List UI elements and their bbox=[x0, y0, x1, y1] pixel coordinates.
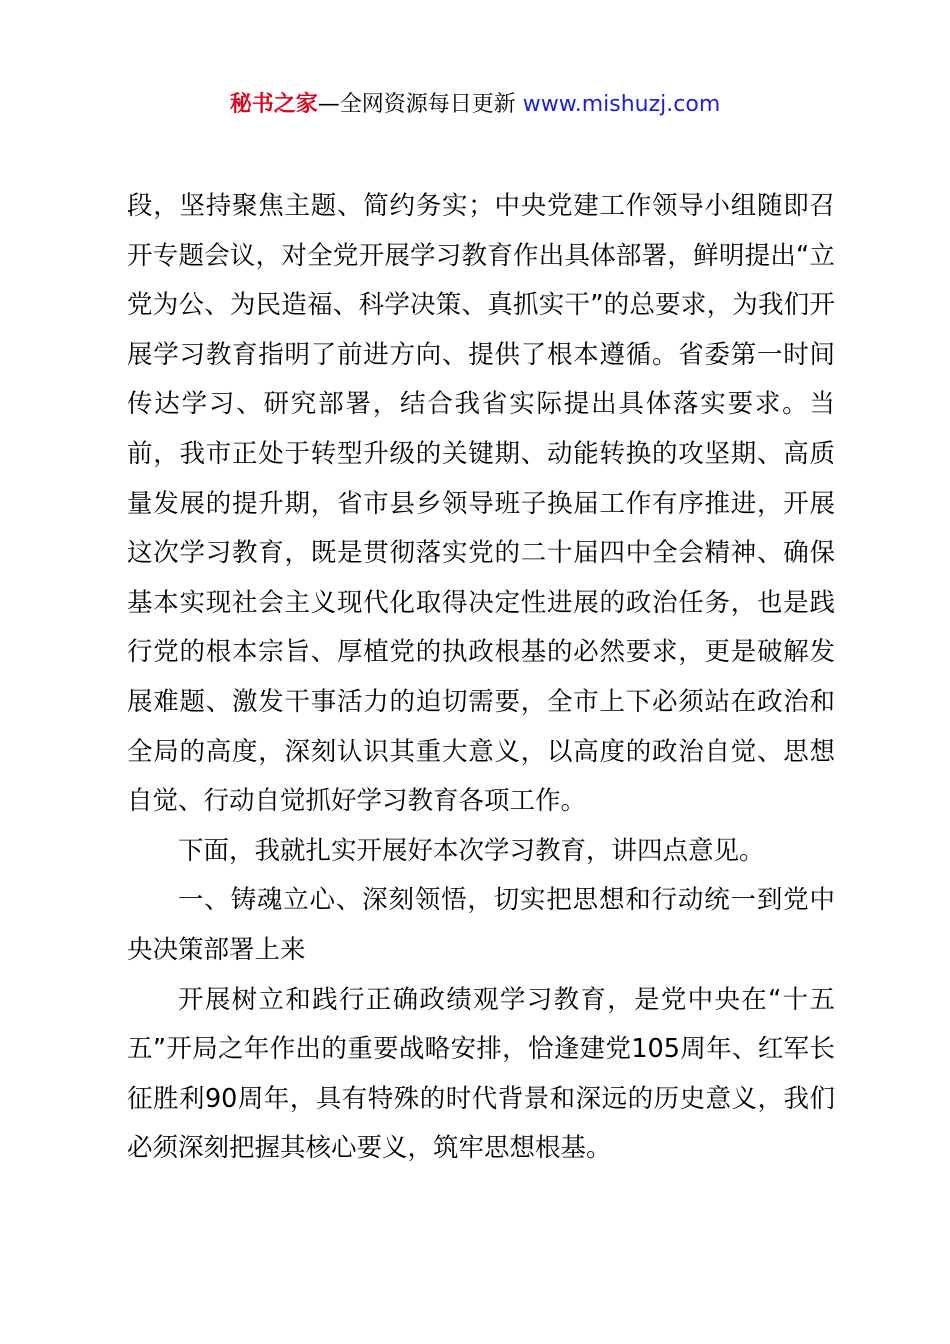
header-url[interactable]: www.mishuzj.com bbox=[522, 92, 721, 117]
page-header bbox=[0, 88, 950, 122]
header-brand: 秘书之家 bbox=[229, 92, 318, 117]
section-heading-1: 一、铸魂立心、深刻领悟，切实把思想和行动统一到党中央决策部署上来 bbox=[127, 885, 835, 965]
paragraph-continuation: 段，坚持聚焦主题、简约务实；中央党建工作领导小组随即召开专题会议，对全党开展学习教育作出具体部署，鲜明提出“立党为公、为民造福、科学决策、真抓实干”的总要求，为我们开展学习教育指明了前进方向、提供了根本遵循。省委第一时间传达学习、研究部署，结合我省实际提出具体落实要求。当前，我市正处于转型升级的关键期、动能转换的攻坚期、高质量发展的提升期，省市县乡领导班子换届工作有序推进，开展这次学习教育，既是贯彻落实党的二十届四中全会精神、确保基本实现社会主义现代化取得决定性进展的政治任务，也是践行党的根本宗旨、厚植党的执政根基的必然要求，更是破解发展难题、激发干事活力的迫切需要，全市上下必须站在政治和全局的高度，深刻认识其重大意义，以高度的政治自觉、思想自觉、行动自觉抓好学习教育各项工作。 bbox=[127, 191, 835, 817]
paragraph-intro: 下面，我就扎实开展好本次学习教育，讲四点意见。 bbox=[178, 835, 765, 866]
header-tagline: —全网资源每日更新 bbox=[317, 92, 523, 117]
paragraph-section-1: 开展树立和践行正确政绩观学习教育，是党中央在“十五五”开局之年作出的重要战略安排，恰逢建党105周年、红军长征胜利90周年，具有特殊的时代背景和深远的历史意义，我们必须深刻把握其核心要义，筑牢思想根基。 bbox=[127, 984, 835, 1164]
document-body bbox=[127, 182, 835, 1174]
